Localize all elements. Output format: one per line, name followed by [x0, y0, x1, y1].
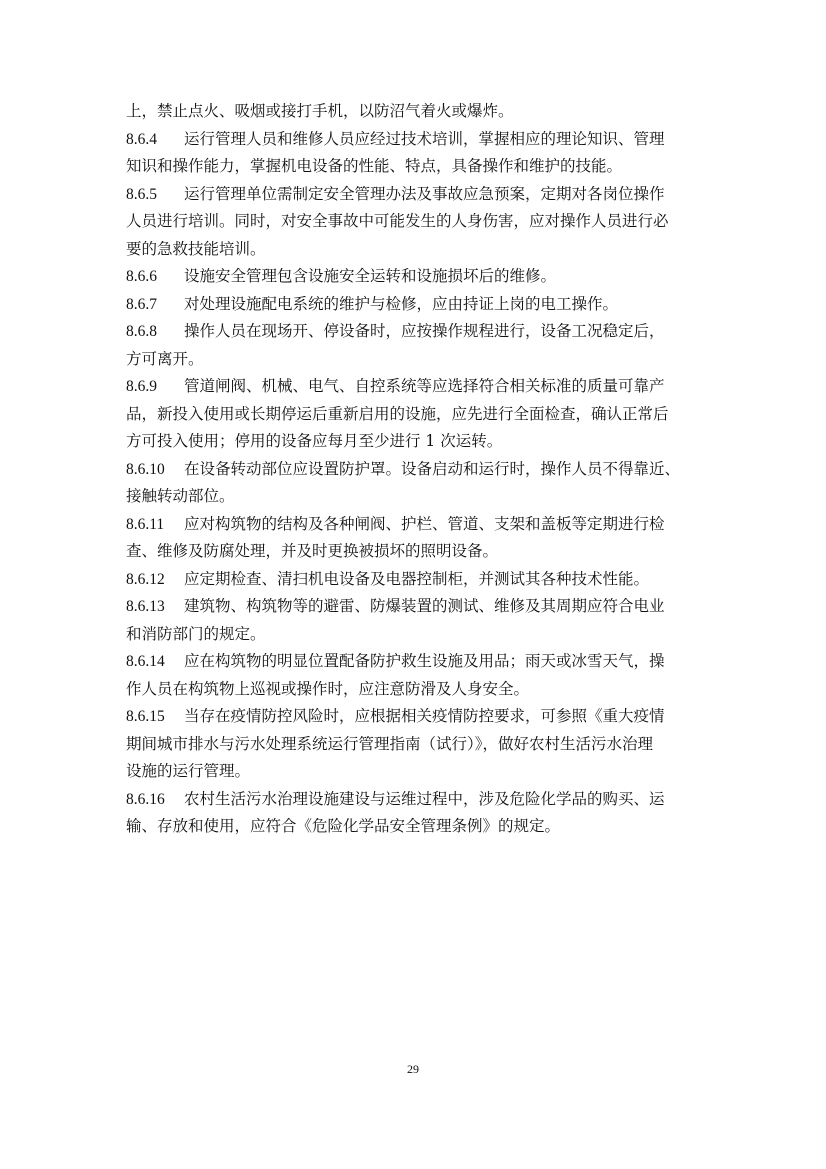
continuation-line	[126, 538, 704, 566]
clause-line	[126, 511, 704, 539]
line-text: 知识和操作能力，掌握机电设备的性能、特点，具备操作和维护的技能。	[126, 157, 623, 175]
continuation-line	[126, 813, 704, 841]
continuation-line	[126, 676, 704, 704]
clause-line	[126, 263, 704, 291]
continuation-line	[126, 483, 704, 511]
continuation-line	[126, 153, 704, 181]
line-text: 管道闸阀、机械、电气、自控系统等应选择符合相关标准的质量可靠产	[184, 377, 665, 395]
clause-line	[126, 373, 704, 401]
continuation-line	[126, 758, 704, 786]
line-text: 方可离开。	[126, 349, 204, 368]
continuation-line	[126, 236, 704, 264]
clause-line	[126, 648, 704, 676]
clause-line	[126, 456, 704, 484]
clause-number: 8.6.16	[126, 790, 165, 808]
line-text: 在设备转动部位应设置防护罩。设备启动和运行时，操作人员不得靠近、	[184, 459, 681, 478]
line-text: 应定期检查、清扫机电设备及电器控制柜，并测试其各种技术性能。	[184, 569, 650, 588]
line-text: 操作人员在现场开、停设备时，应按操作规程进行，设备工况稳定后，	[184, 322, 665, 340]
line-text: 应在构筑物的明显位置配备防护救生设施及用品；雨天或冰雪天气，操	[184, 652, 665, 670]
clause-number: 8.6.5	[126, 185, 157, 203]
continuation-line	[126, 346, 704, 374]
clause-number: 8.6.4	[126, 130, 157, 148]
clause-number: 8.6.9	[126, 378, 157, 395]
continuation-line	[126, 621, 704, 649]
line-text: 接触转动部位。	[126, 487, 235, 505]
clause-line	[126, 566, 704, 594]
continuation-line	[126, 428, 704, 456]
continuation-line	[126, 401, 704, 429]
line-text: 应对构筑物的结构及各种闸阀、护栏、管道、支架和盖板等定期进行检	[184, 514, 665, 533]
line-text: 上，禁止点火、吸烟或接打手机，以防沼气着火或爆炸。	[126, 102, 514, 120]
line-text: 对处理设施配电系统的维护与检修，应由持证上岗的电工操作。	[184, 294, 619, 313]
line-text: 查、维修及防腐处理，并及时更换被损坏的照明设备。	[126, 542, 499, 560]
page-number: 29	[407, 1062, 419, 1076]
line-text: 设施安全管理包含设施安全运转和设施损坏后的维修。	[184, 267, 557, 285]
line-text: 运行管理人员和维修人员应经过技术培训，掌握相应的理论知识、管理	[184, 129, 665, 148]
clause-number: 8.6.12	[126, 570, 165, 588]
clause-number: 8.6.13	[126, 598, 165, 615]
line-text: 输、存放和使用，应符合《危险化学品安全管理条例》的规定。	[126, 817, 561, 835]
line-text: 要的急救技能培训。	[126, 239, 266, 258]
line-text: 设施的运行管理。	[126, 762, 251, 780]
continuation-line	[126, 98, 704, 126]
line-text: 期间城市排水与污水处理系统运行管理指南（试行）》，做好农村生活污水治理	[126, 734, 654, 753]
clause-number: 8.6.14	[126, 653, 165, 670]
clause-number: 8.6.11	[126, 515, 165, 533]
line-text: 品，新投入使用或长期停运后重新启用的设施，应先进行全面检查，确认正常后	[126, 404, 669, 423]
line-text: 当存在疫情防控风险时，应根据相关疫情防控要求，可参照《重大疫情	[184, 707, 665, 725]
line-text: 人员进行培训。同时，对安全事故中可能发生的人身伤害，应对操作人员进行必	[126, 212, 669, 230]
clause-line	[126, 126, 704, 154]
clause-line	[126, 318, 704, 346]
line-text: 方可投入使用；停用的设备应每月至少进行 1 次运转。	[126, 432, 503, 450]
line-text: 建筑物、构筑物等的避雷、防爆装置的测试、维修及其周期应符合电业	[184, 597, 665, 615]
line-text: 作人员在构筑物上巡视或操作时，应注意防滑及人身安全。	[126, 679, 530, 698]
clause-line	[126, 181, 704, 209]
continuation-line	[126, 731, 704, 759]
clause-number: 8.6.6	[126, 268, 157, 285]
line-text: 运行管理单位需制定安全管理办法及事故应急预案，定期对各岗位操作	[184, 184, 665, 203]
clause-line	[126, 291, 704, 319]
clause-number: 8.6.10	[126, 460, 165, 478]
clause-number: 8.6.15	[126, 708, 165, 725]
line-text: 和消防部门的规定。	[126, 624, 266, 643]
clause-line	[126, 703, 704, 731]
line-text: 农村生活污水治理设施建设与运维过程中，涉及危险化学品的购买、运	[184, 789, 665, 808]
clause-number: 8.6.7	[126, 295, 157, 313]
clause-number: 8.6.8	[126, 323, 157, 340]
document-body	[126, 98, 704, 841]
clause-line	[126, 593, 704, 621]
continuation-line	[126, 208, 704, 236]
clause-line	[126, 786, 704, 814]
